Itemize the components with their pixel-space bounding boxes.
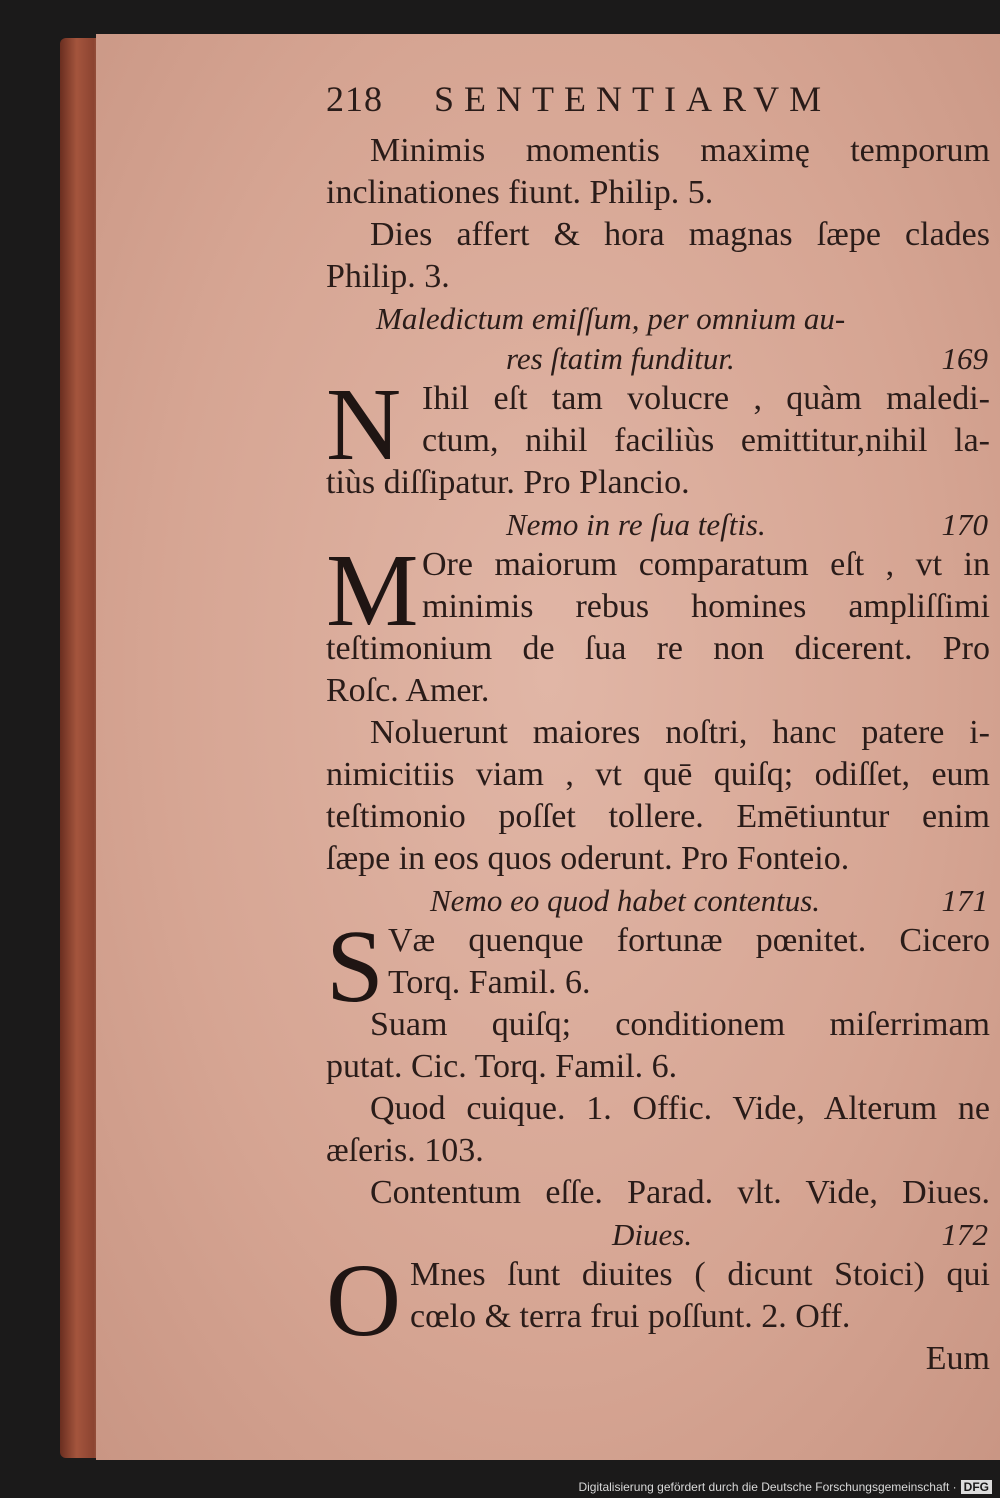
- catchword: Eum: [925, 1340, 990, 1377]
- section-number: 171: [941, 883, 988, 918]
- section-number: 169: [941, 341, 988, 376]
- text-line: inclinationes fiunt. Philip. 5.: [326, 174, 714, 211]
- text-line: teſtimonio poſſet tollere. Emētiuntur enim: [326, 798, 990, 835]
- text-line: Minimis momentis maximę temporum: [370, 132, 990, 169]
- text-line: Torq. Famil. 6.: [388, 964, 591, 1001]
- text-line: putat. Cic. Torq. Famil. 6.: [326, 1048, 678, 1085]
- drop-cap: N: [326, 367, 402, 482]
- drop-cap: O: [326, 1243, 402, 1358]
- section-heading-text: Nemo eo quod habet contentus.: [430, 883, 821, 918]
- drop-cap: S: [326, 909, 384, 1024]
- text-line: nimicitiis viam , vt quē quiſq; odiſſet, eum: [326, 756, 990, 793]
- drop-cap: M: [326, 533, 419, 648]
- text-line: Noluerunt maiores noſtri, hanc patere i-: [370, 714, 990, 751]
- text-line: ctum, nihil faciliùs emittitur,nihil la-: [422, 422, 990, 459]
- section-heading-text: Nemo in re ſua teſtis.: [506, 507, 766, 542]
- text-line: minimis rebus homines ampliſſimi: [422, 588, 990, 625]
- text-line: Suam quiſq; conditionem miſerrimam: [370, 1006, 990, 1043]
- digitization-credit: [578, 1480, 992, 1494]
- text-line: Dies affert & hora magnas ſæpe clades: [370, 216, 990, 253]
- section-heading: [326, 338, 990, 380]
- text-line: Mnes ſunt diuites ( dicunt Stoici) qui: [410, 1256, 990, 1293]
- dfg-logo: DFG: [961, 1480, 992, 1494]
- text-line: Roſc. Amer.: [326, 672, 490, 709]
- credit-text: Digitalisierung gefördert durch die Deutsche Forschungsgemeinschaft ·: [578, 1480, 957, 1494]
- section-heading-text: Diues.: [612, 1217, 693, 1252]
- text-line: teſtimonium de ſua re non dicerent. Pro: [326, 630, 990, 667]
- text-line: cœlo & terra frui poſſunt. 2. Off.: [410, 1298, 851, 1335]
- text-line: Contentum eſſe. Parad. vlt. Vide, Diues.: [370, 1174, 990, 1211]
- section-heading: [326, 880, 990, 922]
- text-line: Philip. 3.: [326, 258, 450, 295]
- section-heading: [326, 1214, 990, 1256]
- section-heading: [326, 504, 990, 546]
- section-number: 172: [941, 1217, 988, 1252]
- section-heading-text: res ſtatim funditur.: [506, 341, 735, 376]
- section-number: 170: [941, 507, 988, 542]
- text-line: Ore maiorum comparatum eſt , vt in: [422, 546, 990, 583]
- text-line: ſæpe in eos quos oderunt. Pro Fonteio.: [326, 840, 850, 877]
- running-title: SENTENTIARVM: [434, 79, 832, 119]
- text-line: Ihil eſt tam volucre , quàm maledi-: [422, 380, 990, 417]
- text-line: Quod cuique. 1. Offic. Vide, Alterum ne: [370, 1090, 990, 1127]
- text-line: æſeris. 103.: [326, 1132, 484, 1169]
- section-heading: Maledictum emiſſum, per omnium au-: [376, 301, 846, 336]
- running-header: [326, 78, 990, 120]
- text-line: Væ quenque fortunæ pœnitet. Cicero: [388, 922, 990, 959]
- page-number: 218: [326, 79, 383, 119]
- text-line: tiùs diſſipatur. Pro Plancio.: [326, 464, 690, 501]
